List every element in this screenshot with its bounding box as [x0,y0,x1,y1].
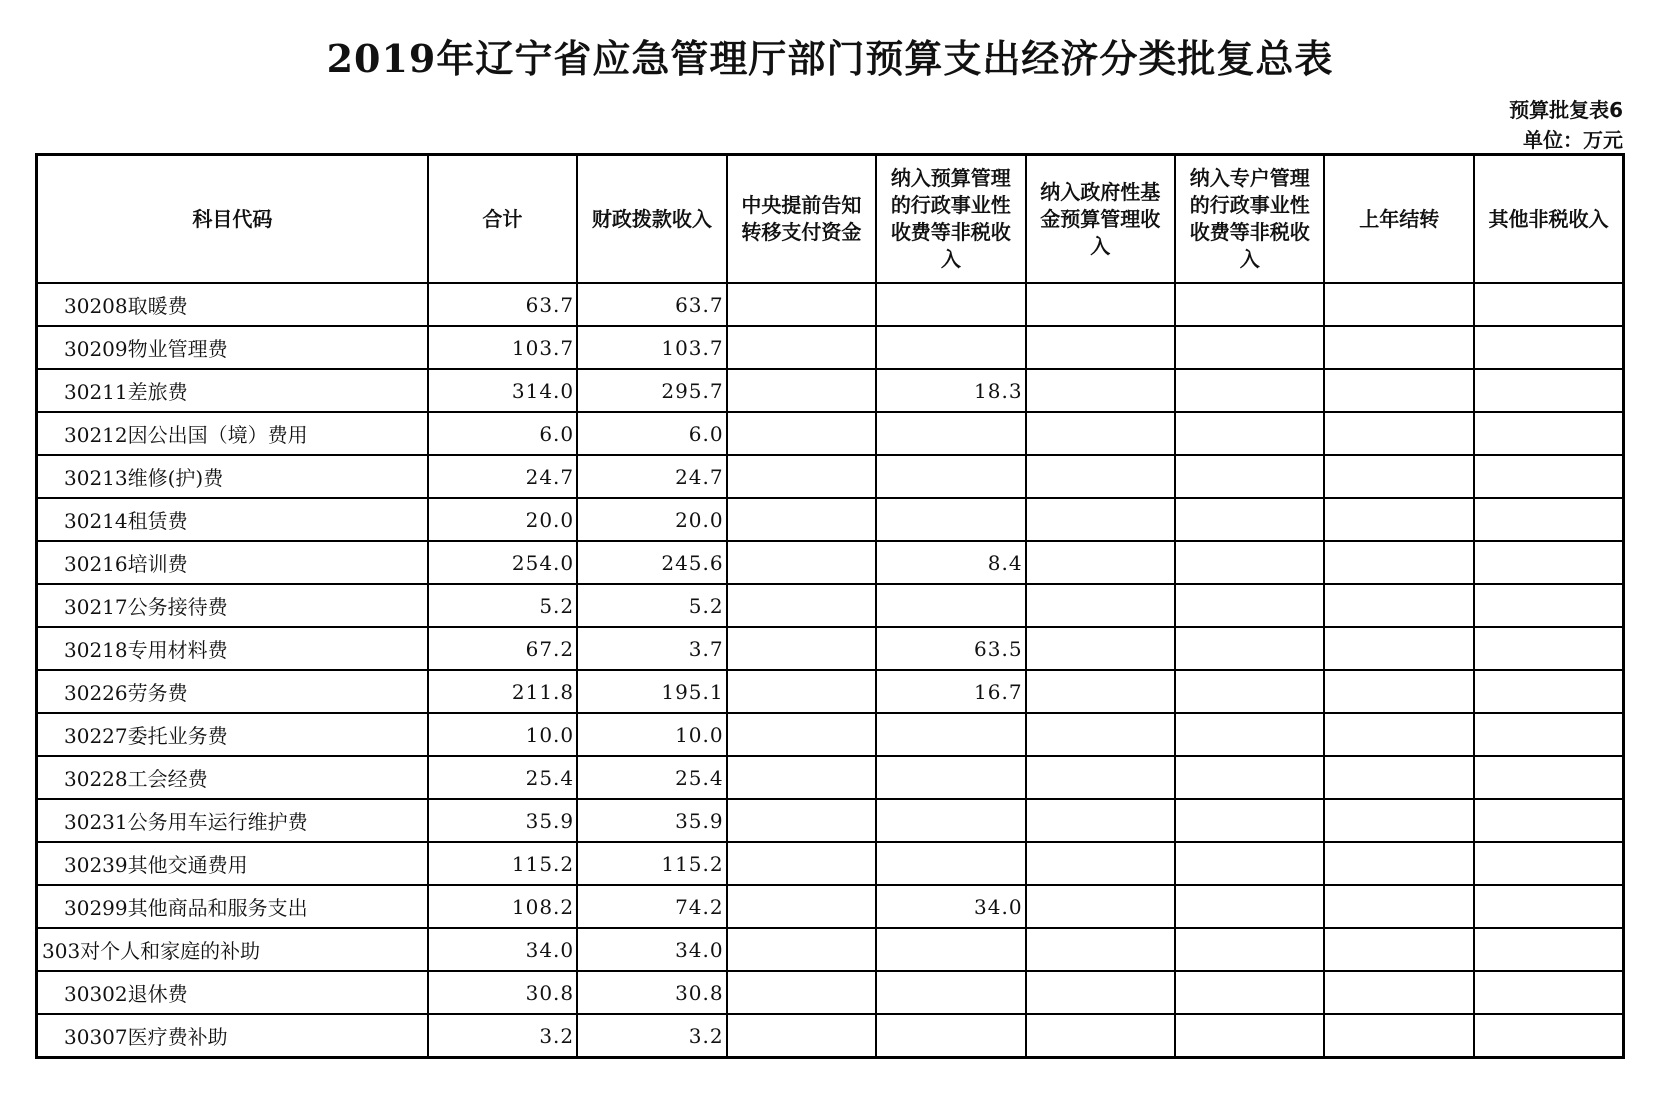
cell-fiscal: 3.2 [577,1014,726,1058]
cell-carryover [1324,971,1473,1014]
cell-carryover [1324,713,1473,756]
cell-fiscal: 295.7 [577,369,726,412]
cell-total: 10.0 [428,713,577,756]
cell-other-nontax [1474,928,1624,971]
cell-total: 6.0 [428,412,577,455]
cell-total: 35.9 [428,799,577,842]
cell-other-nontax [1474,412,1624,455]
header-prior-year-carryover: 上年结转 [1324,155,1473,284]
cell-special-account-nontax [1175,584,1324,627]
cell-central-transfer [727,584,876,627]
cell-account: 30213维修(护)费 [37,455,428,498]
cell-carryover [1324,928,1473,971]
cell-total: 115.2 [428,842,577,885]
cell-carryover [1324,283,1473,326]
cell-special-account-nontax [1175,412,1324,455]
cell-government-fund [1026,412,1175,455]
cell-carryover [1324,455,1473,498]
cell-budget-nontax [876,842,1025,885]
cell-total: 25.4 [428,756,577,799]
cell-government-fund [1026,369,1175,412]
cell-account: 30228工会经费 [37,756,428,799]
cell-other-nontax [1474,1014,1624,1058]
cell-central-transfer [727,369,876,412]
cell-account: 30231公务用车运行维护费 [37,799,428,842]
table-row [37,885,1624,928]
cell-budget-nontax [876,713,1025,756]
cell-central-transfer [727,756,876,799]
cell-fiscal: 30.8 [577,971,726,1014]
cell-account: 30226劳务费 [37,670,428,713]
cell-government-fund [1026,541,1175,584]
cell-government-fund [1026,971,1175,1014]
table-row [37,971,1624,1014]
cell-account: 30239其他交通费用 [37,842,428,885]
cell-central-transfer [727,928,876,971]
cell-other-nontax [1474,369,1624,412]
cell-other-nontax [1474,971,1624,1014]
cell-special-account-nontax [1175,455,1324,498]
cell-other-nontax [1474,799,1624,842]
cell-special-account-nontax [1175,541,1324,584]
cell-other-nontax [1474,498,1624,541]
cell-carryover [1324,369,1473,412]
table-row [37,713,1624,756]
cell-total: 3.2 [428,1014,577,1058]
cell-central-transfer [727,627,876,670]
cell-special-account-nontax [1175,670,1324,713]
cell-carryover [1324,756,1473,799]
header-budget-nontax: 纳入预算管理的行政事业性收费等非税收入 [876,155,1025,284]
table-row [37,584,1624,627]
cell-carryover [1324,326,1473,369]
cell-carryover [1324,842,1473,885]
cell-government-fund [1026,498,1175,541]
table-row [37,756,1624,799]
cell-budget-nontax: 63.5 [876,627,1025,670]
table-row [37,455,1624,498]
cell-special-account-nontax [1175,369,1324,412]
cell-fiscal: 63.7 [577,283,726,326]
cell-account: 30211差旅费 [37,369,428,412]
cell-budget-nontax [876,283,1025,326]
cell-budget-nontax [876,412,1025,455]
cell-special-account-nontax [1175,326,1324,369]
cell-central-transfer [727,283,876,326]
cell-budget-nontax [876,756,1025,799]
cell-fiscal: 25.4 [577,756,726,799]
cell-central-transfer [727,541,876,584]
table-row [37,928,1624,971]
cell-central-transfer [727,670,876,713]
cell-government-fund [1026,885,1175,928]
cell-account: 30299其他商品和服务支出 [37,885,428,928]
cell-special-account-nontax [1175,283,1324,326]
cell-budget-nontax: 16.7 [876,670,1025,713]
cell-total: 314.0 [428,369,577,412]
cell-government-fund [1026,1014,1175,1058]
cell-special-account-nontax [1175,498,1324,541]
cell-carryover [1324,412,1473,455]
cell-fiscal: 74.2 [577,885,726,928]
cell-government-fund [1026,455,1175,498]
cell-fiscal: 24.7 [577,455,726,498]
header-account-code: 科目代码 [37,155,428,284]
cell-fiscal: 245.6 [577,541,726,584]
cell-account: 30217公务接待费 [37,584,428,627]
cell-special-account-nontax [1175,928,1324,971]
cell-account: 30227委托业务费 [37,713,428,756]
cell-carryover [1324,498,1473,541]
cell-fiscal: 3.7 [577,627,726,670]
cell-government-fund [1026,584,1175,627]
cell-other-nontax [1474,283,1624,326]
cell-other-nontax [1474,842,1624,885]
cell-carryover [1324,541,1473,584]
cell-special-account-nontax [1175,1014,1324,1058]
cell-other-nontax [1474,756,1624,799]
header-other-nontax: 其他非税收入 [1474,155,1624,284]
cell-carryover [1324,627,1473,670]
cell-fiscal: 34.0 [577,928,726,971]
cell-special-account-nontax [1175,842,1324,885]
cell-account: 30208取暖费 [37,283,428,326]
cell-central-transfer [727,713,876,756]
cell-fiscal: 6.0 [577,412,726,455]
table-row [37,799,1624,842]
cell-total: 5.2 [428,584,577,627]
cell-carryover [1324,799,1473,842]
cell-other-nontax [1474,713,1624,756]
cell-central-transfer [727,455,876,498]
table-code: 预算批复表6 [1509,98,1623,122]
cell-budget-nontax [876,455,1025,498]
cell-total: 63.7 [428,283,577,326]
cell-central-transfer [727,498,876,541]
cell-account: 30212因公出国（境）费用 [37,412,428,455]
cell-fiscal: 115.2 [577,842,726,885]
cell-other-nontax [1474,326,1624,369]
table-row [37,326,1624,369]
cell-fiscal: 10.0 [577,713,726,756]
cell-government-fund [1026,326,1175,369]
cell-fiscal: 103.7 [577,326,726,369]
cell-budget-nontax [876,928,1025,971]
cell-carryover [1324,885,1473,928]
cell-total: 24.7 [428,455,577,498]
cell-budget-nontax [876,1014,1025,1058]
header-special-account-nontax: 纳入专户管理的行政事业性收费等非税收入 [1175,155,1324,284]
cell-budget-nontax [876,799,1025,842]
cell-fiscal: 20.0 [577,498,726,541]
cell-central-transfer [727,971,876,1014]
cell-government-fund [1026,842,1175,885]
cell-government-fund [1026,283,1175,326]
cell-total: 211.8 [428,670,577,713]
cell-budget-nontax [876,326,1025,369]
cell-carryover [1324,1014,1473,1058]
cell-total: 103.7 [428,326,577,369]
table-row [37,627,1624,670]
cell-special-account-nontax [1175,627,1324,670]
cell-special-account-nontax [1175,713,1324,756]
cell-other-nontax [1474,584,1624,627]
cell-other-nontax [1474,670,1624,713]
cell-special-account-nontax [1175,799,1324,842]
cell-account: 30216培训费 [37,541,428,584]
cell-government-fund [1026,928,1175,971]
cell-other-nontax [1474,455,1624,498]
cell-government-fund [1026,670,1175,713]
cell-budget-nontax: 8.4 [876,541,1025,584]
cell-fiscal: 35.9 [577,799,726,842]
cell-total: 254.0 [428,541,577,584]
header-total: 合计 [428,155,577,284]
cell-account: 30214租赁费 [37,498,428,541]
cell-account: 30218专用材料费 [37,627,428,670]
table-row [37,670,1624,713]
cell-special-account-nontax [1175,756,1324,799]
cell-total: 34.0 [428,928,577,971]
cell-account: 30209物业管理费 [37,326,428,369]
cell-government-fund [1026,756,1175,799]
cell-carryover [1324,670,1473,713]
cell-total: 108.2 [428,885,577,928]
cell-budget-nontax [876,498,1025,541]
cell-account: 30307医疗费补助 [37,1014,428,1058]
cell-fiscal: 5.2 [577,584,726,627]
cell-special-account-nontax [1175,971,1324,1014]
table-row [37,412,1624,455]
cell-budget-nontax: 18.3 [876,369,1025,412]
cell-central-transfer [727,842,876,885]
cell-central-transfer [727,326,876,369]
header-central-transfer: 中央提前告知转移支付资金 [727,155,876,284]
header-government-fund: 纳入政府性基金预算管理收入 [1026,155,1175,284]
cell-special-account-nontax [1175,885,1324,928]
table-row [37,369,1624,412]
table-row [37,283,1624,326]
page-title: 2019年辽宁省应急管理厅部门预算支出经济分类批复总表 [326,36,1334,81]
table-row [37,842,1624,885]
budget-table [35,153,1625,1059]
cell-government-fund [1026,713,1175,756]
table-body [37,283,1624,1058]
table-row [37,498,1624,541]
header-row [37,155,1624,284]
cell-central-transfer [727,412,876,455]
cell-total: 20.0 [428,498,577,541]
cell-total: 67.2 [428,627,577,670]
cell-central-transfer [727,799,876,842]
cell-government-fund [1026,627,1175,670]
header-fiscal-appropriation: 财政拨款收入 [577,155,726,284]
table-row [37,541,1624,584]
cell-other-nontax [1474,885,1624,928]
cell-account: 303对个人和家庭的补助 [37,928,428,971]
cell-fiscal: 195.1 [577,670,726,713]
cell-total: 30.8 [428,971,577,1014]
cell-other-nontax [1474,627,1624,670]
unit-label: 单位：万元 [1523,128,1623,152]
table-row [37,1014,1624,1058]
cell-central-transfer [727,1014,876,1058]
cell-budget-nontax: 34.0 [876,885,1025,928]
cell-carryover [1324,584,1473,627]
cell-budget-nontax [876,971,1025,1014]
cell-account: 30302退休费 [37,971,428,1014]
cell-central-transfer [727,885,876,928]
cell-other-nontax [1474,541,1624,584]
cell-government-fund [1026,799,1175,842]
cell-budget-nontax [876,584,1025,627]
